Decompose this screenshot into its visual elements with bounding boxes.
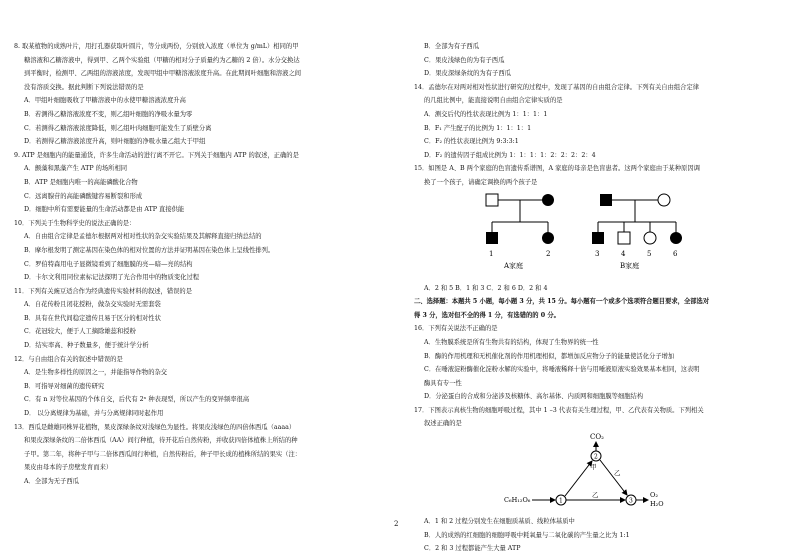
b-child-5: [644, 232, 656, 244]
text-line: 叙述正确的是: [424, 420, 462, 428]
text-line: B．人的成熟的红细胞的细胞呼吸中耗氧量与二氧化碳的产生量之比为 1:1: [424, 531, 630, 539]
text-line: 二、选择题：本题共 5 小题，每小题 3 分，共 15 分。每小题有一个或多个选项符合题目要求，全部选对: [414, 298, 710, 306]
text-line: B．ATP 是细胞内唯一的高能磷酸化合物: [24, 178, 138, 186]
text-line: 12．与自由组合有关的叙述中错误的是: [14, 355, 123, 363]
text-line: D．结实率高、种子数量多，便于统计学分析: [24, 342, 149, 350]
text-line: C．若测得乙糖溶液浓度降低，则乙组叶肉细胞可能发生了质壁分离: [24, 124, 212, 132]
b-child-4: [618, 232, 630, 244]
text-line: C．有 n 对等位基因的个体自交，后代有 2ⁿ 种表现型，所以产生的变异频率很高: [24, 396, 250, 404]
respiration-diagram: [414, 431, 786, 515]
text-line: D．细胞中所有需要能量的生命活动都是由 ATP 直接供能: [24, 206, 185, 214]
text-line: A．甲组叶细胞吸收了甲糖溶液中的水使甲糖溶液浓度升高: [24, 97, 186, 105]
text-line: 8. 取某植物的成熟叶片，用打孔器获取叶圆片，等分成两份，分别放入浓度（单位为 g/mL）相同的甲: [14, 43, 299, 50]
a-child-2: [542, 232, 554, 244]
text-line: A．2 和 5 B．1 和 3 C．2 和 6 D．2 和 4: [424, 284, 548, 292]
text-line: B．可指导对细菌的遗传研究: [24, 382, 105, 390]
text-line: B．酶的作用机理和无机催化剂的作用机理相似，都增加反应物分子的能量使活化分子增加: [424, 352, 675, 360]
text-line: 16．下列有关说法不正确的是: [414, 325, 498, 333]
text-line: A．自花传粉且闭花授粉，做杂交实验时无需套袋: [24, 301, 161, 309]
text-line: C．F₂ 的性状表现比例为 9:3:3:1: [424, 138, 519, 146]
text-line: A．测交后代的性状表现比例为 1：1：1：1: [424, 110, 548, 118]
text-line: D．分泌蛋白的合成和分泌涉及核糖体、高尔基体、内质网和细胞膜等细胞结构: [424, 393, 644, 401]
b-mother: [658, 194, 670, 206]
text-line: C．罗伯特森用电子显微镜看到了细胞膜的亮—暗—亮的结构: [24, 260, 193, 268]
text-line: C．果皮浅绿色的为有子西瓜: [424, 56, 505, 64]
left-column: [14, 40, 392, 489]
text-line: 13．西瓜是雌雄同株异花植物，果皮深绿条纹对浅绿色为显性。将果皮浅绿色的四倍体西瓜（aaaa）: [14, 423, 296, 431]
respiration-svg: [414, 431, 786, 515]
text-line: A．颤藻和黑藻产生 ATP 的场所相同: [24, 165, 128, 173]
a-label-2: 2: [546, 249, 551, 258]
text-line: B．摩尔根发明了测定基因在染色体的相对位置的方法并证明基因在染色体上呈线性排列。: [24, 246, 275, 254]
a-child-1: [486, 232, 498, 244]
pedigree-svg: [414, 190, 786, 282]
o2-label: O₂: [650, 491, 658, 500]
text-line: B．F₁ 产生配子的比例为 1：1：1：1: [424, 124, 532, 132]
text-line: C．远离腺苷的高能磷酸键容易断裂和形成: [24, 192, 143, 200]
text-line: 糖溶液和乙糖溶液中，得到甲、乙两个实验组（甲糖的相对分子质量约为乙糖的 2 倍）。水分交换达: [24, 56, 300, 64]
arrow-yi-label: 乙: [592, 491, 599, 500]
text-line: 14．孟德尔在对两对相对性状进行研究的过程中，发现了基因的自由组合定律。下列有关自由组合定律: [414, 83, 700, 91]
glucose-label: C₆H₁₂O₆: [504, 496, 531, 505]
process-2-label: 2: [594, 453, 598, 461]
text-line: B．若测得乙糖溶液浓度不变，则乙组叶细胞的净吸水量为零: [24, 110, 193, 118]
text-line: A．生物膜系统是所有生物共有的结构，体现了生物界的统一性: [424, 338, 599, 346]
a-caption: A家庭: [504, 261, 524, 270]
text-line: 果皮由母本的子房壁发育而来）: [24, 464, 113, 472]
text-line: 得 3 分，选对但不全的得 1 分，有选错的的 0 分。: [414, 311, 560, 319]
text-line: 10．下列关于生物科学史的说法正确的是：: [14, 219, 136, 227]
b-father: [600, 194, 612, 206]
b-label-3: 3: [595, 249, 600, 258]
text-line: D．F₂ 的遗传因子组成比例为 1：1：1：1：2：2：2：2：4: [424, 151, 596, 159]
text-line: 的几组比例中，能直接说明自由组合定律实质的是: [424, 97, 563, 105]
b-label-4: 4: [621, 249, 626, 258]
right-top-text: [414, 40, 786, 190]
b-label-6: 6: [673, 249, 678, 258]
text-line: A．自由组合定律是孟德尔根据两对相对性状的杂交实验结果及其解释直接归纳总结的: [24, 233, 262, 241]
text-line: 和果皮深绿条纹的二倍体西瓜（AA）间行种植，待开花后自然传粉，并收获四倍体植株上所结的种: [24, 437, 298, 445]
text-line: 子甲。第二年，将种子甲与二倍体西瓜间行种植，自然传粉后，种子甲长成的植株所结的果实（注：: [24, 450, 302, 458]
text-line: 11．下列有关豌豆适合作为经典遗传实验材料的叙述，错误的是: [14, 287, 193, 295]
text-line: B．具有在世代间稳定遗传且易于区分的相对性状: [24, 314, 161, 322]
text-line: A．1 和 2 过程分别发生在细胞质基质、线粒体基质中: [424, 518, 575, 526]
b-child-6: [670, 232, 682, 244]
text-line: 9. ATP 是细胞内的能量通货，许多生命活动的进行离不开它。下列关于细胞内 ATP 的叙述，正确的是: [14, 151, 299, 159]
b-caption: B家庭: [620, 261, 640, 270]
b-child-3: [592, 232, 604, 244]
process-1-label: 1: [559, 497, 563, 505]
jia-label: 甲: [590, 463, 597, 472]
a-label-1: 1: [489, 249, 494, 258]
text-line: B．全部为有子西瓜: [424, 43, 480, 50]
text-line: C．在唾液淀粉酶催化淀粉水解的实验中，将唾液稀释十倍与用唾液原液实验效果基本相同，这表明: [424, 366, 700, 374]
text-line: A．全部为无子西瓜: [24, 478, 79, 485]
pedigree-figure: [414, 190, 786, 282]
b-label-5: 5: [647, 249, 652, 258]
a-father: [486, 194, 498, 206]
text-line: C．2 和 3 过程都能产生大量 ATP: [424, 545, 521, 553]
text-line: A．是生物多样性的原因之一，并能指导作物的杂交: [24, 369, 168, 377]
text-line: 酶具有专一性: [424, 379, 462, 387]
right-bottom-text: [414, 282, 786, 432]
a-mother: [542, 194, 554, 206]
text-line: 15．如图是 A、B 两个家庭的色盲遗传系谱图，A 家庭的母亲是色盲患者。这两个家庭由于某种原因调: [414, 165, 700, 173]
page-number: 2: [394, 520, 399, 528]
yi-label: 乙: [614, 469, 621, 478]
text-line: D．果皮深绿条纹的为有子西瓜: [424, 70, 511, 78]
text-line: 换了一个孩子，请确定调换的两个孩子是: [424, 178, 538, 186]
text-line: D．卡尔文利用同位素标记法探明了光合作用中的物质变化过程: [24, 274, 200, 282]
right-end-text: [414, 515, 786, 556]
text-line: 17．下图表示真核生物的细胞呼吸过程，其中 1 –3 代表有关生理过程，甲、乙代表有关物质。下列相关: [414, 406, 704, 414]
text-line: D． 以分离规律为基础，并与分离规律同时起作用: [24, 410, 164, 418]
process-3-label: 3: [629, 497, 633, 505]
text-line: 没有溶质交换。据此判断下列说法错误的是: [24, 83, 144, 91]
text-line: C．花冠较大，便于人工摘除雄蕊和授粉: [24, 328, 136, 336]
text-line: D．若测得乙糖溶液浓度升高，则叶细胞的净吸水量乙组大于甲组: [24, 138, 206, 146]
co2-label: CO₂: [590, 433, 604, 442]
right-column: [414, 40, 786, 556]
text-line: 到平衡时，检测甲、乙两组的溶液浓度，发现甲组中甲糖溶液浓度升高。在此期间叶细胞和溶液之间: [24, 70, 302, 78]
h2o-label: H₂O: [650, 500, 664, 509]
